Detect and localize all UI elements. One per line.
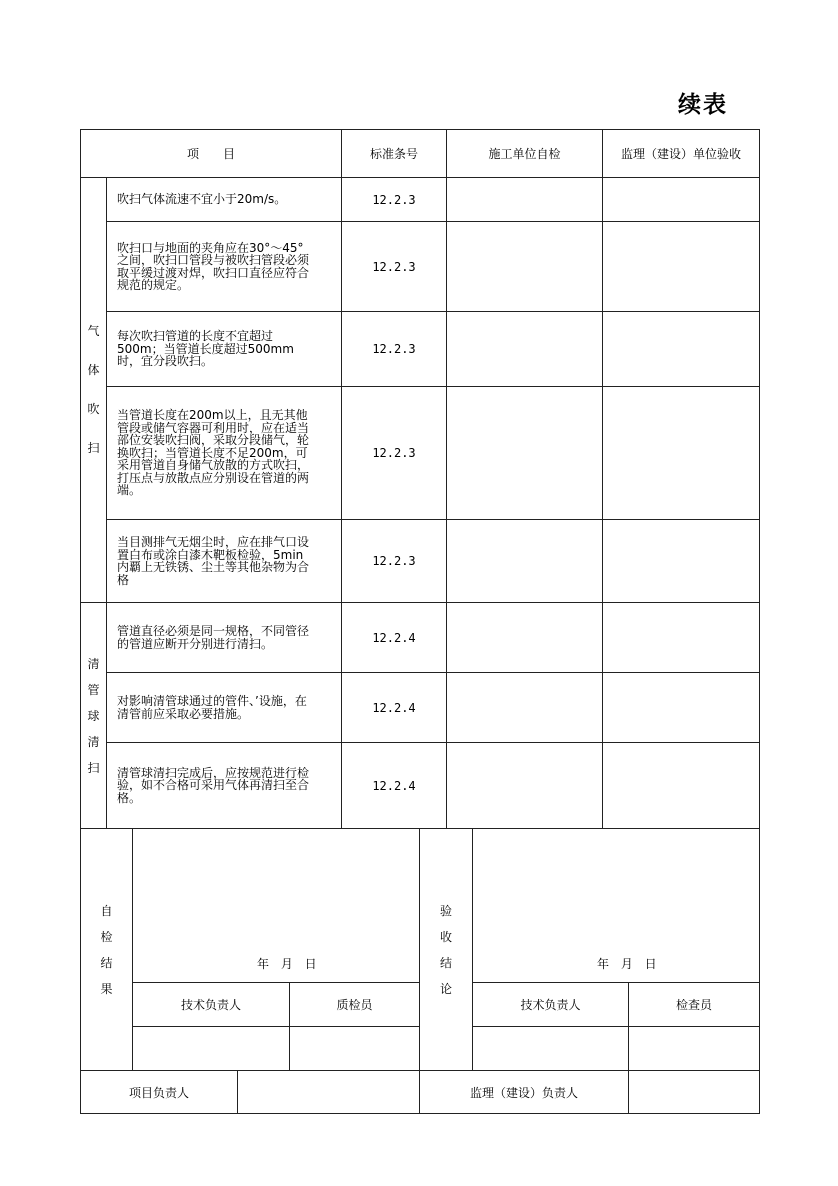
- header-self-check-label: 施工单位自检: [488, 147, 561, 161]
- acceptance-area[interactable]: [472, 828, 760, 983]
- row-requirement: [106, 672, 342, 743]
- project-lead-text: 项目负责人: [128, 1085, 189, 1100]
- self-tech-lead-text: 技术负责人: [180, 998, 241, 1012]
- row-requirement: [106, 386, 342, 520]
- self-tech-lead-signature[interactable]: [132, 1026, 290, 1071]
- quality-inspector-text: 质检员: [336, 998, 373, 1012]
- header-supervision: [602, 129, 760, 178]
- group-label-gas-purge-text: 气体吹扫: [87, 324, 100, 455]
- self-result-label: [80, 828, 133, 1071]
- row-self-check-cell[interactable]: [446, 519, 603, 603]
- row-standard-code-text: 12.2.3: [372, 192, 416, 207]
- self-result-area[interactable]: [132, 828, 420, 983]
- header-item: [80, 129, 342, 178]
- header-supervision-label: 监理（建设）单位验收: [620, 147, 741, 161]
- page-title: 续表: [678, 92, 728, 118]
- row-requirement-text: 每次吹扫管道的长度不宜超过500m；当管道长度超过500mm时，宜分段吹扫。: [117, 329, 294, 369]
- row-standard-code: [341, 221, 447, 312]
- row-supervision-cell[interactable]: [602, 177, 760, 222]
- row-standard-code-text: 12.2.3: [372, 554, 416, 568]
- group-label-gas-purge: [80, 177, 107, 603]
- acceptance-label: [419, 828, 473, 1071]
- acc-tech-lead-text: 技术负责人: [520, 998, 581, 1012]
- project-lead-label: [80, 1070, 238, 1114]
- row-self-check-cell[interactable]: [446, 177, 603, 222]
- row-requirement-text: 当管道长度在200m以上，且无其他管段或储气容器可利用时，应在适当部位安装吹扫阀，采取分段储气，轮换吹扫；当管道长度不足200m，可采用管道自身储气放散的方式吹扫，打压点与放散点应分别设在管道的两端。: [117, 408, 310, 498]
- row-requirement: [106, 602, 342, 673]
- quality-inspector-label: [289, 982, 420, 1027]
- group-label-pig-cleaning: [80, 602, 107, 829]
- row-requirement: [106, 311, 342, 387]
- acceptance-date: 年 月 日: [597, 957, 657, 971]
- inspector-signature[interactable]: [628, 1026, 760, 1071]
- inspector-text: 检查员: [675, 998, 712, 1012]
- row-self-check-cell[interactable]: [446, 602, 603, 673]
- row-standard-code: [341, 519, 447, 603]
- row-standard-code-text: 12.2.3: [372, 342, 416, 356]
- supervisor-lead-label: [419, 1070, 629, 1114]
- project-lead-signature[interactable]: [237, 1070, 420, 1114]
- row-requirement: [106, 519, 342, 603]
- row-supervision-cell[interactable]: [602, 386, 760, 520]
- row-supervision-cell[interactable]: [602, 519, 760, 603]
- row-supervision-cell[interactable]: [602, 672, 760, 743]
- acc-tech-lead-signature[interactable]: [472, 1026, 629, 1071]
- self-tech-lead-label: [132, 982, 290, 1027]
- row-standard-code-text: 12.2.3: [372, 446, 416, 460]
- row-standard-code-text: 12.2.4: [372, 630, 416, 645]
- self-result-label-text: 自检结果: [100, 903, 113, 996]
- row-requirement-text: 吹扫气体流速不宜小于20m/s。: [117, 192, 287, 207]
- supervisor-lead-text: 监理（建设）负责人: [469, 1085, 578, 1100]
- row-self-check-cell[interactable]: [446, 672, 603, 743]
- row-requirement: [106, 221, 342, 312]
- row-self-check-cell[interactable]: [446, 221, 603, 312]
- self-result-date: 年 月 日: [257, 957, 317, 971]
- row-requirement-text: 对影响清管球通过的管件、’设施，在清管前应采取必要措施。: [117, 694, 307, 721]
- row-standard-code: [341, 672, 447, 743]
- row-standard-code: [341, 386, 447, 520]
- row-standard-code-text: 12.2.4: [372, 700, 416, 715]
- acc-tech-lead-label: [472, 982, 629, 1027]
- row-requirement-text: 管道直径必须是同一规格，不同管径的管道应断开分别进行清扫。: [117, 624, 310, 651]
- row-supervision-cell[interactable]: [602, 602, 760, 673]
- row-requirement-text: 清管球清扫完成后，应按规范进行检验，如不合格可采用气体再清扫至合格。: [117, 765, 310, 805]
- row-supervision-cell[interactable]: [602, 311, 760, 387]
- supervisor-lead-signature[interactable]: [628, 1070, 760, 1114]
- row-self-check-cell[interactable]: [446, 311, 603, 387]
- row-requirement: [106, 742, 342, 829]
- row-supervision-cell[interactable]: [602, 221, 760, 312]
- row-supervision-cell[interactable]: [602, 742, 760, 829]
- row-standard-code: [341, 311, 447, 387]
- header-standard-label: 标准条号: [369, 147, 418, 161]
- row-self-check-cell[interactable]: [446, 742, 603, 829]
- group-label-pig-cleaning-text: 清管球清扫: [87, 656, 100, 775]
- quality-inspector-signature[interactable]: [289, 1026, 420, 1071]
- header-item-label: 项 目: [186, 147, 235, 161]
- acceptance-label-text: 验收结论: [439, 903, 452, 996]
- header-self-check: [446, 129, 603, 178]
- row-requirement-text: 当目测排气无烟尘时，应在排气口设置白布或涂白漆木靶板检验，5min内覇上无铁锈、尘土等其他杂物为合格: [117, 535, 310, 587]
- row-standard-code-text: 12.2.3: [372, 259, 416, 274]
- row-standard-code: [341, 177, 447, 222]
- header-standard: [341, 129, 447, 178]
- row-requirement: [106, 177, 342, 222]
- row-standard-code-text: 12.2.4: [372, 778, 416, 793]
- row-standard-code: [341, 742, 447, 829]
- inspector-label: [628, 982, 760, 1027]
- row-self-check-cell[interactable]: [446, 386, 603, 520]
- row-standard-code: [341, 602, 447, 673]
- row-requirement-text: 吹扫口与地面的夹角应在30°～45°之间，吹扫口管段与被吹扫管段必须取平缓过渡对焊，吹扫口直径应符合规范的规定。: [117, 240, 310, 292]
